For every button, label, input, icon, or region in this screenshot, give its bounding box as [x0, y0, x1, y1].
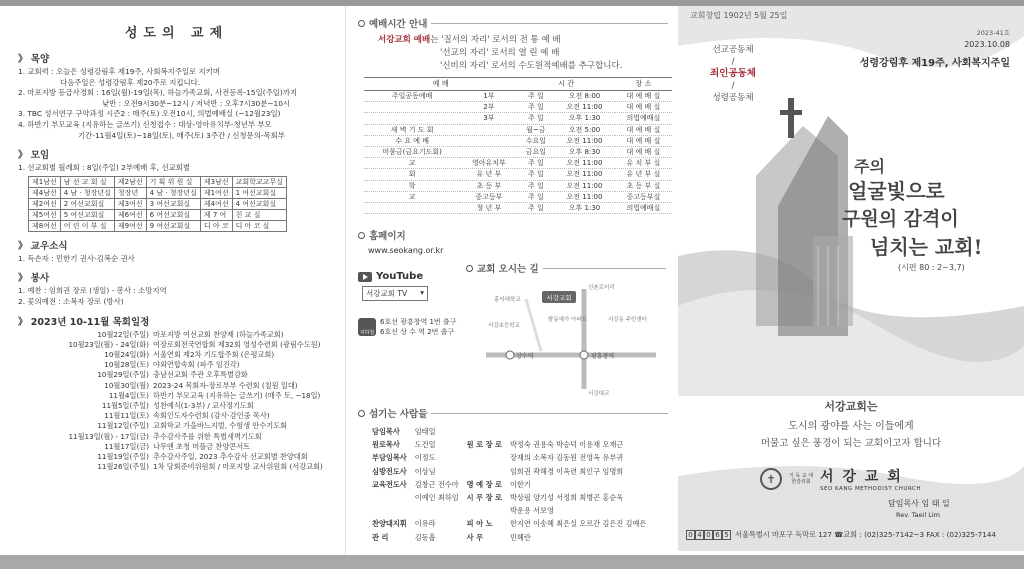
- rooms-cell: 청장년: [114, 187, 146, 198]
- worship-cell-d: 오후 1:30: [554, 113, 614, 124]
- headline-line: 구원의 감격이: [842, 208, 959, 230]
- rooms-cell: 제2남선: [114, 176, 146, 187]
- homepage-heading: [358, 228, 478, 242]
- worship-cell-a: [364, 113, 460, 124]
- staff-row: [372, 479, 652, 490]
- worship-cell-d: 오전 11:00: [554, 169, 614, 180]
- senior-pastor-en: Rev. Taeil Lim: [896, 511, 941, 519]
- headline-line: 얼굴빛으로: [848, 179, 945, 203]
- cover-panel: [678, 6, 1024, 555]
- worship-cell-d: 오전 11:00: [554, 191, 614, 202]
- tag-separator: /: [731, 57, 735, 67]
- pastoral-line: 2. 마포지방 등급사경회 : 16일(월)-19일(목), 하늘가족교회, 사전등록-15일(주일)까지: [18, 88, 298, 98]
- staff-cell: 이유라: [414, 519, 436, 529]
- homepage-heading-text: 홈페이지: [369, 231, 406, 243]
- worship-times-table: [364, 77, 672, 214]
- staff-heading: [358, 406, 668, 420]
- schedule-item: [18, 391, 335, 401]
- worship-cell-a: [364, 202, 460, 213]
- rooms-cell: 남 선 교 회 실: [60, 176, 114, 187]
- staff-cell: [372, 505, 413, 516]
- worship-cell-b: [460, 124, 517, 135]
- subway-exit-1: 6호선 광흥창역 1번 출구: [380, 318, 457, 327]
- logo-denomination: 기 독 교 대한감리회: [788, 473, 814, 485]
- worship-row: [364, 113, 672, 124]
- rooms-cell: 4 남 · 청장년실: [146, 187, 200, 198]
- founded-date: 교회창립 1902년 5월 25일: [690, 11, 788, 20]
- staff-cell: 원 로 장 로: [466, 440, 502, 450]
- headline-line: 넘치는 교회!: [870, 235, 983, 259]
- rooms-cell: 디 아 코: [200, 220, 232, 231]
- fellowship-title: 성도의 교제: [124, 26, 229, 41]
- staff-cell: 담임목사: [372, 427, 400, 436]
- schedule-event: 추수감사주일, 2023 추수감사 선교회별 찬양대회: [153, 451, 308, 461]
- staff-cell: [415, 505, 465, 516]
- staff-cell: 임태일: [414, 427, 436, 436]
- staff-cell: [510, 426, 652, 437]
- worship-row: [364, 180, 672, 191]
- pastoral-line: 기간-11월4일(토)~18일(토), 매주(토) 3주간 / 신청문의-목회부: [78, 130, 285, 140]
- staff-cell: 이정도: [414, 453, 436, 463]
- rooms-cell: 제8여선: [29, 220, 61, 231]
- bottom-border: [0, 555, 1024, 569]
- schedule-event: 야외연합속회 (파주 임진각): [153, 360, 240, 370]
- zip-digit: 0: [686, 530, 695, 540]
- worship-cell-c: 금요일: [517, 146, 554, 157]
- chevron-down-icon: ▾: [420, 288, 424, 298]
- worship-cell-e: 의법예배실: [615, 113, 672, 124]
- rooms-row: [29, 187, 287, 198]
- zip-digit: 5: [722, 530, 731, 540]
- schedule-date: 10월30일(월): [104, 380, 149, 390]
- section-service: 》 봉사: [18, 273, 50, 285]
- rooms-cell: 제1여선: [200, 187, 232, 198]
- headline-line: 주의: [854, 157, 885, 176]
- worship-cell-e: 대 예 배 실: [615, 91, 672, 102]
- youtube-channel-select[interactable]: [362, 286, 428, 301]
- worship-cell-a: 회: [364, 169, 460, 180]
- staff-row: [372, 439, 652, 450]
- worship-cell-e: 대 예 배 실: [615, 146, 672, 157]
- section-schedule: 》 2023년 10-11월 목회일정: [18, 316, 150, 328]
- schedule-item: [18, 442, 335, 452]
- rooms-cell: 기 획 위 원 실: [146, 176, 200, 187]
- staff-cell: [467, 505, 508, 516]
- worship-row: [364, 124, 672, 135]
- section-members-news: 》 교우소식: [18, 240, 68, 252]
- staff-cell: 교육전도사: [372, 479, 407, 489]
- staff-cell: 장재의 소복자 김동원 전영옥 유부귀: [509, 453, 624, 463]
- subway-exit-2: 6호선 상 수 역 2번 출구: [380, 328, 455, 337]
- staff-cell: 임희권 곽해경 이옥련 최인구 임명희: [509, 466, 624, 476]
- worship-cell-d: 오전 11:00: [554, 180, 614, 191]
- schedule-date: 11월5일(주일): [101, 400, 149, 410]
- schedule-item: [18, 330, 335, 340]
- worship-cell-b: [460, 135, 517, 146]
- schedule-date: 10월28일(토): [104, 360, 149, 370]
- pastoral-line: 3. TBC 성서연구 구약과정 시즌2 : 매주(토) 오전10시, 의법예배실 (~12월23일): [18, 109, 281, 119]
- worship-cell-c: 주 일: [517, 102, 554, 113]
- schedule-event: 성찬예식(1-3부) / 교사정기도회: [153, 400, 254, 410]
- schedule-date: 11월4일(토): [108, 390, 149, 400]
- staff-cell: [372, 492, 413, 503]
- youtube-label: YouTube: [376, 271, 424, 283]
- worship-cell-d: 오후 8:30: [554, 146, 614, 157]
- worship-cell-d: 오전 11:00: [554, 135, 614, 146]
- worship-cell-a: 학: [364, 180, 460, 191]
- subway-icon: 지하철: [358, 318, 376, 336]
- staff-cell: 도건일: [414, 440, 436, 450]
- worship-heading: [358, 16, 668, 30]
- rooms-cell: 제9여선: [114, 220, 146, 231]
- intro-church-name: 서강교회 예배: [378, 35, 431, 45]
- worship-cell-b: 중고등부: [460, 191, 517, 202]
- zip-digit: 4: [695, 530, 704, 540]
- worship-cell-d: 오전 11:00: [554, 158, 614, 169]
- worship-cell-c: 주 일: [517, 158, 554, 169]
- intro-line: '선교의 자리' 로서의 열 린 예 배: [440, 48, 560, 58]
- mission-statement: [678, 398, 1024, 449]
- mission-line: 서강교회는: [824, 400, 878, 413]
- worship-cell-b: 영아유치부: [460, 158, 517, 169]
- schedule-item: [18, 350, 335, 360]
- staff-table: [358, 424, 654, 545]
- schedule-event: 교회학교 가을바느지벌, 수험생 안수기도회: [153, 421, 288, 431]
- worship-panel: [345, 6, 678, 555]
- schedule-event: 마포지방 여선교회 찬양제 (하늘가족교회): [153, 329, 284, 339]
- worship-cell-b: 초 등 부: [460, 180, 517, 191]
- worship-row: [364, 135, 672, 146]
- map-apt: 밤동예가 아파트: [548, 317, 587, 323]
- mission-group-rooms-table: [28, 176, 287, 232]
- worship-cell-c: 주 일: [517, 169, 554, 180]
- bulletin-date: 2023.10.08: [964, 40, 1010, 49]
- worship-cell-b: 1부: [460, 91, 517, 102]
- schedule-list: [18, 330, 335, 473]
- worship-row: [364, 158, 672, 169]
- staff-cell: 김동흡: [414, 532, 436, 542]
- schedule-item: [18, 452, 335, 462]
- rooms-cell: 4 여선교회실: [232, 198, 286, 209]
- circle-bullet-icon: [358, 232, 365, 239]
- staff-cell: [467, 466, 508, 477]
- section-pastoral: 》 목양: [18, 54, 50, 65]
- schedule-event: 1차 당회준비위원회 / 마포지방 교사위원회 (서강교회): [153, 462, 323, 472]
- worship-cell-a: 주일공동예배: [364, 91, 460, 102]
- worship-row: [364, 191, 672, 202]
- worship-cell-a: [364, 102, 460, 113]
- map-school: 서강초등학교: [488, 323, 520, 329]
- schedule-item: [18, 360, 335, 370]
- directions-map: [466, 279, 666, 399]
- schedule-date: 10월23일(월) - 24일(화): [68, 339, 149, 349]
- pastoral-line: 4. 하반기 부모교육 (지유하는 글쓰기) 신청접수 : 대상-영아유치부-청년부 부모: [18, 119, 272, 129]
- staff-cell: 사 무: [466, 532, 484, 542]
- rooms-cell: 6 여선교회실: [146, 209, 200, 220]
- headline: [842, 154, 983, 273]
- intro-line: '신비의 자리' 로서의 수도원적예배를 추구합니다.: [440, 61, 623, 71]
- map-bridge: 서강대교: [588, 391, 610, 397]
- schedule-item: [18, 421, 335, 431]
- worship-cell-b: [460, 146, 517, 157]
- schedule-date: 11월12일(주일): [97, 421, 149, 431]
- mission-line: 도시의 광야를 사는 이들에게: [788, 421, 914, 432]
- staff-cell: 박운용 서보영: [509, 506, 554, 516]
- worship-cell-a: 수 요 예 배: [364, 135, 460, 146]
- rooms-row: [29, 176, 287, 187]
- staff-cell: 이상님: [414, 466, 436, 476]
- worship-cell-d: 오전 5:00: [554, 124, 614, 135]
- schedule-item: [18, 411, 335, 421]
- circle-bullet-icon: [466, 265, 473, 272]
- schedule-event: 2023-24 목회자-장로부부 수련회 (칠원 일대): [153, 380, 298, 390]
- schedule-event: 충남선교회 주관 오후특별감화: [153, 370, 248, 380]
- rooms-cell: 제 7 여: [200, 209, 232, 220]
- schedule-event: 추수감사주를 위한 특별새벽기도회: [153, 431, 262, 441]
- map-church: 서강교회: [546, 294, 572, 302]
- schedule-event: 속회인도자수련회 (감사·감인중 목사): [153, 411, 270, 421]
- schedule-item: [18, 401, 335, 411]
- staff-row: [372, 505, 652, 516]
- intro-line: 는 '질서의 자리' 로서의 전 통 예 배: [430, 35, 561, 45]
- rooms-row: [29, 209, 287, 220]
- staff-row: [372, 532, 652, 543]
- schedule-date: 10월22일(주일): [97, 329, 149, 339]
- worship-cell-e: 유 년 부 실: [615, 169, 672, 180]
- rooms-cell: 4 남 · 청장년실: [60, 187, 114, 198]
- service-line: 2. 꽃의예전 : 소복자 장로 (방사): [18, 296, 124, 306]
- worship-cell-c: 주 일: [517, 180, 554, 191]
- tag-separator: /: [731, 81, 735, 91]
- mission-line: 머물고 싶은 풍경이 되는 교회이고자 합니다: [760, 438, 942, 449]
- staff-row: [372, 426, 652, 437]
- pastoral-line: 다음주일은 성령강림후 제20주로 지킵니다.: [60, 77, 201, 87]
- worship-cell-a: 교: [364, 158, 460, 169]
- church-address: [686, 530, 996, 540]
- worship-cell-d: 오후 1:30: [554, 202, 614, 213]
- staff-row: [372, 466, 652, 477]
- worship-cell-c: 주 일: [517, 191, 554, 202]
- church-logo: [760, 466, 921, 492]
- staff-cell: [467, 452, 508, 463]
- schedule-date: 11월26일(주일): [97, 462, 149, 472]
- rooms-cell: 제3여선: [114, 198, 146, 209]
- worship-cell-e: 초 등 부 실: [615, 180, 672, 191]
- schedule-date: 11월17일(금): [104, 441, 149, 451]
- map-hongik: 홍익대학교: [494, 297, 521, 303]
- zip-digit: 0: [704, 530, 713, 540]
- map-sangsu: 상수역: [516, 353, 534, 360]
- rooms-cell: 1 여선교회실: [232, 187, 286, 198]
- staff-cell: 관 리: [372, 532, 389, 542]
- staff-cell: 심방전도사: [372, 466, 407, 476]
- rooms-cell: 9 여선교회실: [146, 220, 200, 231]
- schedule-date: 11월13일(월) - 17일(금): [68, 431, 149, 441]
- map-sinchon: 신촌로터리: [588, 285, 615, 291]
- rooms-cell: 제2여선: [29, 198, 61, 209]
- schedule-item: [18, 340, 335, 350]
- staff-cell: 찬양대지휘: [372, 519, 407, 529]
- worship-cell-c: 월~금: [517, 124, 554, 135]
- staff-cell: 부담임목사: [372, 453, 407, 463]
- staff-cell: 김창근 전수아: [414, 479, 459, 489]
- sunday-title: 성령강림후 제19주, 사회복지주일: [859, 58, 1010, 69]
- rooms-cell: 친 교 실: [232, 209, 286, 220]
- staff-cell: 이한기: [509, 479, 531, 489]
- schedule-event: 나무엔 초청 머플금 찬양콘서트: [153, 441, 251, 451]
- staff-row: [372, 492, 652, 503]
- rooms-cell: 디 아 코 실: [232, 220, 286, 231]
- tag-sinner: 죄인공동체: [710, 68, 756, 79]
- worship-cell-d: 오전 11:00: [554, 102, 614, 113]
- worship-cell-d: 오전 8:00: [554, 91, 614, 102]
- schedule-date: 10월29일(주일): [97, 370, 149, 380]
- staff-row: [372, 452, 652, 463]
- schedule-event: 하반기 부모교육 (지유하는 글쓰기) (매주 토, ~18일): [153, 390, 321, 400]
- worship-cell-a: 새 벽 기 도 회: [364, 124, 460, 135]
- schedule-event: 여장로회전국연합회 제32회 영성수련회 (광림수도원): [153, 339, 321, 349]
- rooms-cell: 5 여선교회실: [60, 209, 114, 220]
- issue-number: 2023-41호: [976, 29, 1010, 37]
- schedule-date: 11월11일(토): [104, 411, 149, 421]
- col-time: 시 간: [517, 78, 614, 91]
- rooms-cell: 3 여선교회실: [146, 198, 200, 209]
- schedule-item: [18, 370, 335, 380]
- worship-cell-c: 주 일: [517, 113, 554, 124]
- map-center: 서강동 주민센터: [608, 317, 647, 323]
- schedule-event: 서울연회 제2차 기도합주회 (은평교회): [153, 349, 275, 359]
- rooms-cell: 제5여선: [29, 209, 61, 220]
- rooms-cell: 제4남선: [29, 187, 61, 198]
- schedule-item: [18, 462, 335, 472]
- worship-cell-a: 교: [364, 191, 460, 202]
- pastoral-line: 1. 교회력 : 오늘은 성령강림후 제19주, 사회복지주일로 지키며: [18, 67, 220, 76]
- circle-bullet-icon: [358, 20, 365, 27]
- staff-cell: 명 예 장 로: [466, 479, 502, 489]
- staff-cell: 한지연 이송혜 최은실 오르간 김은진 김예은: [509, 519, 647, 529]
- tag-spirit: 성령공동체: [712, 93, 754, 103]
- schedule-date: 10월24일(화): [104, 349, 149, 359]
- staff-cell: 민혜란: [509, 532, 531, 542]
- staff-row: [372, 518, 652, 529]
- worship-cell-c: 주 일: [517, 202, 554, 213]
- schedule-item: [18, 432, 335, 442]
- worship-row: [364, 169, 672, 180]
- methodist-emblem-icon: ✝: [760, 468, 782, 490]
- worship-intro: [358, 34, 668, 73]
- staff-cell: 이예인 최하임: [414, 493, 459, 503]
- section-meetings: 》 모임: [18, 150, 50, 162]
- worship-cell-e: 유 치 부 실: [615, 158, 672, 169]
- rooms-row: [29, 220, 287, 231]
- schedule-item: [18, 381, 335, 391]
- map-gwangheung: 광흥창역: [591, 353, 615, 360]
- col-worship: 예 배: [364, 78, 517, 91]
- zip-digit: 6: [713, 530, 722, 540]
- worship-cell-e: 대 예 배 실: [615, 135, 672, 146]
- worship-row: [364, 146, 672, 157]
- staff-cell: 박상필 양기성 서정희 최병곤 홍순욱: [509, 493, 624, 503]
- address-line: 서울특별시 마포구 독막로 127 ☎교회 : (02)325-7142~3 FAX : (02)325-7144: [735, 530, 996, 539]
- fellowship-panel: [0, 6, 345, 555]
- worship-row: [364, 102, 672, 113]
- logo-church-name-en: SEO KANG METHODIST CHURCH: [820, 486, 921, 492]
- members-news-line: 1. 득손자 : 민한기 권사-김복순 권사: [18, 253, 135, 263]
- worship-cell-b: 유 년 부: [460, 169, 517, 180]
- worship-cell-e: 의법예배실: [615, 202, 672, 213]
- worship-cell-e: 중고등부실: [615, 191, 672, 202]
- worship-cell-a: 머뭄금(금요기도회): [364, 146, 460, 157]
- rooms-cell: 제6여선: [114, 209, 146, 220]
- rooms-row: [29, 198, 287, 209]
- circle-bullet-icon: [358, 410, 365, 417]
- staff-cell: 박정숙 권용숙 박승덕 이용재 오재근: [509, 440, 624, 450]
- community-tags: [698, 44, 768, 104]
- youtube-channel-name: 서강교회 TV: [366, 289, 408, 299]
- staff-cell: 원로목사: [372, 440, 400, 450]
- worship-cell-b: 3부: [460, 113, 517, 124]
- zip-code: [686, 530, 731, 540]
- logo-church-name: 서 강 교 회: [820, 469, 903, 485]
- worship-heading-text: 예배시간 안내: [369, 19, 428, 30]
- rooms-cell: 교회학교교무실: [232, 176, 286, 187]
- staff-heading-text: 섬기는 사람들: [369, 409, 428, 420]
- meetings-line: 1. 선교회별 월례회 : 8일(주일) 2부예배 후, 선교회별: [18, 163, 191, 173]
- worship-row: [364, 91, 672, 102]
- rooms-cell: 2 여선교회실: [60, 198, 114, 209]
- worship-cell-c: 수요일: [517, 135, 554, 146]
- worship-cell-b: 청 년 부: [460, 202, 517, 213]
- senior-pastor: 담임목사 임 태 일: [888, 499, 950, 508]
- tag-mission: 선교공동체: [712, 45, 754, 55]
- service-line: 1. 예찬 : 임희권 장로 (생일) - 봉사 : 소망지역: [18, 286, 167, 296]
- staff-cell: [467, 426, 508, 437]
- schedule-date: 11월19일(주일): [97, 451, 149, 461]
- youtube-icon: [358, 272, 372, 282]
- staff-cell: 피 아 노: [466, 519, 493, 529]
- worship-row: [364, 202, 672, 213]
- pastoral-line: 낮반 : 오전9시30분~12시 / 저녁반 : 오후7시30분~10시: [102, 98, 291, 108]
- rooms-cell: 제1남선: [29, 176, 61, 187]
- worship-cell-e: 대 예 배 실: [615, 102, 672, 113]
- worship-cell-b: 2부: [460, 102, 517, 113]
- worship-cell-c: 주 일: [517, 91, 554, 102]
- rooms-cell: 제4여선: [200, 198, 232, 209]
- homepage-link[interactable]: www.seokang.or.kr: [368, 246, 444, 256]
- verse-ref: (시편 80 : 2~3,7): [898, 263, 965, 272]
- col-place: 장 소: [615, 78, 672, 91]
- rooms-cell: 제3남선: [200, 176, 232, 187]
- worship-cell-e: 대 예 배 실: [615, 124, 672, 135]
- staff-cell: 시 무 장 로: [466, 493, 502, 503]
- directions-heading: [466, 261, 666, 275]
- rooms-cell: 어 린 이 부 실: [60, 220, 114, 231]
- directions-heading-text: 교회 오시는 길: [477, 264, 539, 275]
